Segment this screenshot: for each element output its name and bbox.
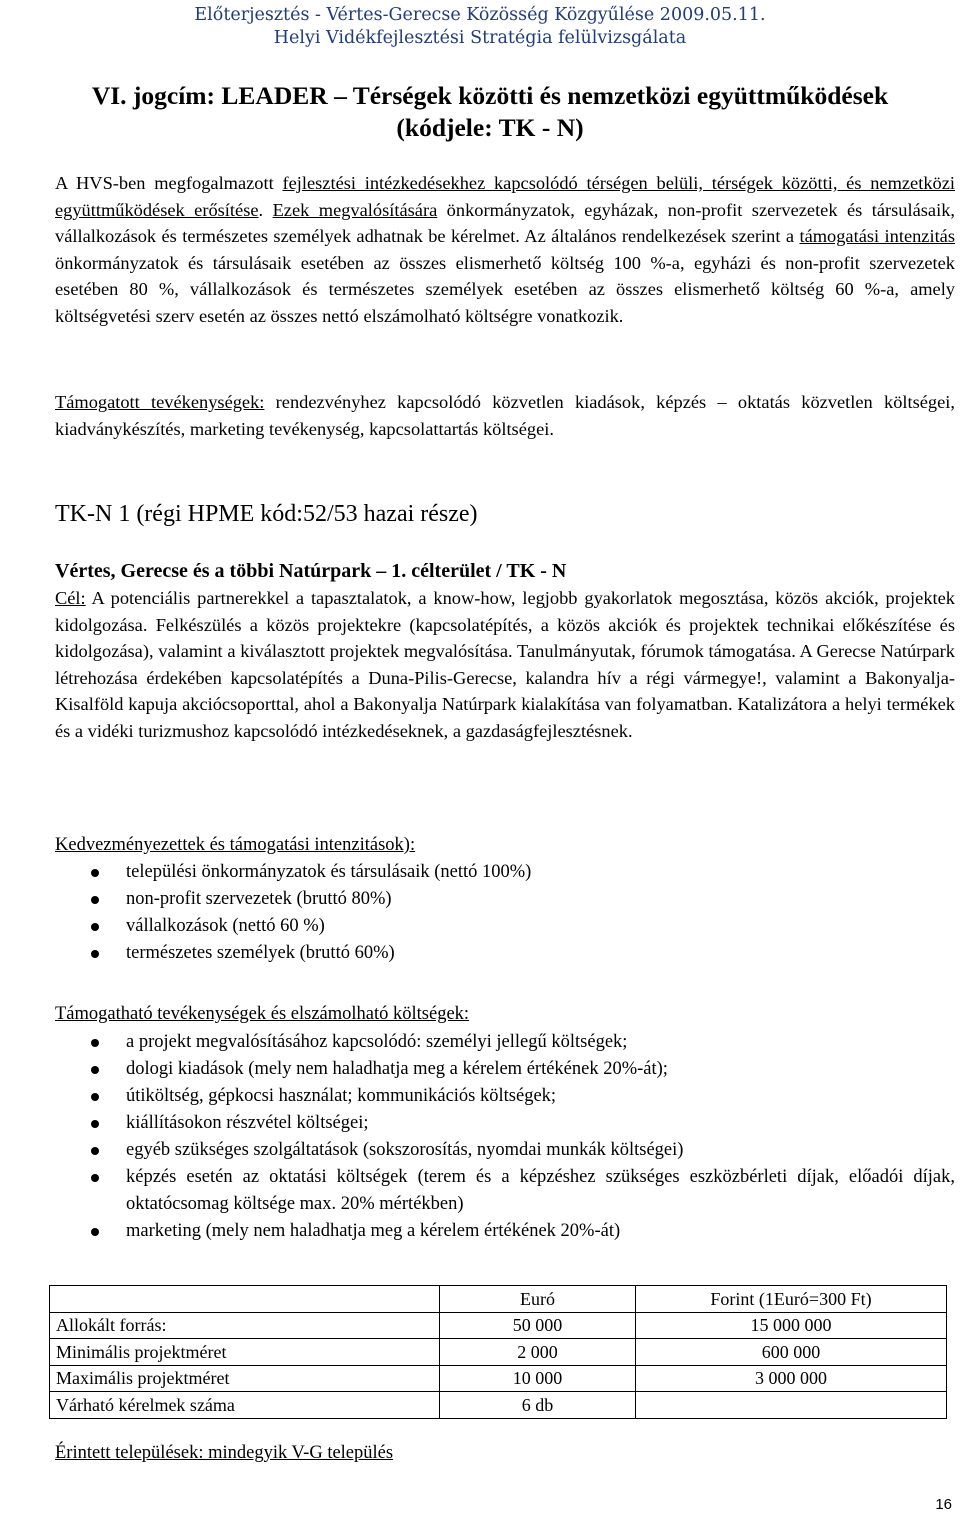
- table-header-cell: Euró: [440, 1286, 636, 1313]
- table-cell: Minimális projektméret: [50, 1339, 440, 1366]
- table-cell: 15 000 000: [636, 1312, 947, 1339]
- intro-underline-2: Ezek megvalósítására: [272, 199, 438, 220]
- document-title: [55, 80, 925, 144]
- list-item: non-profit szervezetek (bruttó 80%): [0, 886, 960, 913]
- bullet-icon: [91, 1066, 99, 1074]
- header-line-1: Előterjesztés - Vértes-Gerecse Közösség Közgyűlése 2009.05.11.: [194, 5, 766, 25]
- table-cell: 10 000: [440, 1365, 636, 1392]
- funding-table: [49, 1285, 947, 1419]
- table-header-row: [50, 1286, 947, 1313]
- table-row: [50, 1339, 947, 1366]
- table-header-cell: [50, 1286, 440, 1313]
- bullet-icon: [91, 1147, 99, 1155]
- page-header: [0, 4, 960, 50]
- table-cell: Maximális projektméret: [50, 1365, 440, 1392]
- supported-activities-label: Támogatott tevékenységek:: [55, 392, 265, 412]
- bullet-icon: [91, 1093, 99, 1101]
- goal-label: Cél:: [55, 588, 86, 608]
- supported-activities-paragraph: Támogatott tevékenységek: rendezvényhez kapcsolódó közvetlen kiadások, képzés – oktatás közvetlen költségei, kiadványkészítés, marketing tevékenység, kapcsolattartás költségei.: [55, 392, 955, 439]
- section-heading: TK-N 1 (régi HPME kód:52/53 hazai része): [55, 501, 478, 527]
- bullet-icon: [91, 1228, 99, 1236]
- table-cell: 2 000: [440, 1339, 636, 1366]
- section-sub-heading: Vértes, Gerecse és a többi Natúrpark – 1. célterület / TK - N: [55, 560, 567, 582]
- bullet-icon: [91, 923, 99, 931]
- activities-list: [0, 1029, 960, 1245]
- bullet-icon: [91, 950, 99, 958]
- table-cell: 6 db: [440, 1392, 636, 1419]
- intro-paragraph: A HVS-ben megfogalmazott fejlesztési intézkedésekhez kapcsolódó térségen belüli, térségek közötti, és nemzetközi együttműködések erősítése. Ezek megvalósítására önkormányzatok, egyházak, non-profit szervezetek és társulásaik, vállalkozások és természetes személyek adhatnak be kérelmet. Az általános rendelkezések szerint a támogatási intenzitás önkormányzatok és társulásaik esetében az összes elismerhető költség 100 %-a, egyházi és non-profit szervezetek esetében 80 %, vállalkozások és természetes személyek esetében az összes elismerhető költség 60 %-a, amely költségvetési szerv esetén az összes nettó elszámolható költségre vonatkozik.: [55, 173, 955, 326]
- affected-settlements-note: Érintett települések: mindegyik V-G település: [55, 1443, 394, 1463]
- list-item: dologi kiadások (mely nem haladhatja meg a kérelem értékének 20%-át);: [0, 1056, 960, 1083]
- bullet-icon: [91, 869, 99, 877]
- table-cell: [636, 1392, 947, 1419]
- list-item: egyéb szükséges szolgáltatások (sokszorosítás, nyomdai munkák költségei): [0, 1137, 960, 1164]
- table-cell: Allokált forrás:: [50, 1312, 440, 1339]
- header-line-2: Helyi Vidékfejlesztési Stratégia felülvizsgálata: [273, 28, 687, 48]
- list-item: települési önkormányzatok és társulásaik (nettó 100%): [0, 859, 960, 886]
- table-cell: 50 000: [440, 1312, 636, 1339]
- list-item: útiköltség, gépkocsi használat; kommunikációs költségek;: [0, 1083, 960, 1110]
- goal-paragraph: Cél: A potenciális partnerekkel a tapasztalatok, a know-how, legjobb gyakorlatok megosztása, közös akciók, projektek kidolgozása. Felkészülés a közös projektekre (kapcsolatépítés, a közös akciók és projektek technikai előkészítése és kidolgozása), valamint a kiválasztott projektek megvalósítása. Tanulmányutak, fórumok támogatása. A Gerecse Natúrpark létrehozása érdekében kapcsolatépítés a Duna-Pilis-Gerecse, kalandra hív a régi vármegye!, valamint a Bakonyalja-Kisalföld kapuja akciócsoporttal, ahol a Bakonyalja Natúrpark kialakítása van folyamatban. Katalizátora a helyi termékek és a vidéki turizmushoz kapcsolódó intézkedéseknek, a gazdaságfejlesztésnek.: [55, 588, 955, 741]
- title-line-1: VI. jogcím: LEADER – Térségek közötti és nemzetközi együttműködések: [91, 81, 889, 110]
- table-row: [50, 1392, 947, 1419]
- table-cell: 600 000: [636, 1339, 947, 1366]
- table-row: [50, 1312, 947, 1339]
- list-item: vállalkozások (nettó 60 %): [0, 913, 960, 940]
- list-item: marketing (mely nem haladhatja meg a kérelem értékének 20%-át): [0, 1218, 960, 1245]
- title-line-2: (kódjele: TK - N): [396, 113, 584, 142]
- bullet-icon: [91, 896, 99, 904]
- list-item: természetes személyek (bruttó 60%): [0, 940, 960, 967]
- beneficiaries-heading: Kedvezményezettek és támogatási intenzitások):: [55, 835, 416, 855]
- list-item: a projekt megvalósításához kapcsolódó: személyi jellegű költségek;: [0, 1029, 960, 1056]
- table-cell: Várható kérelmek száma: [50, 1392, 440, 1419]
- list-item: kiállításokon részvétel költségei;: [0, 1110, 960, 1137]
- page-number: 16: [935, 1496, 952, 1513]
- table-header-cell: Forint (1Euró=300 Ft): [636, 1286, 947, 1313]
- bullet-icon: [91, 1174, 99, 1182]
- bullet-icon: [91, 1039, 99, 1047]
- activities-heading: Támogatható tevékenységek és elszámolható költségek:: [55, 1004, 470, 1024]
- bullet-icon: [91, 1120, 99, 1128]
- intro-underline-1: fejlesztési intézkedésekhez kapcsolódó térségen belüli, térségek közötti, és nemzetközi együttműködések erősítése: [55, 173, 955, 220]
- table-cell: 3 000 000: [636, 1365, 947, 1392]
- table-row: [50, 1365, 947, 1392]
- intro-underline-3: támogatási intenzitás: [799, 226, 955, 246]
- list-item: képzés esetén az oktatási költségek (terem és a képzéshez szükséges eszközbérleti díjak, előadói díjak, oktatócsomag költsége max. 20% mértékben): [0, 1164, 960, 1218]
- beneficiaries-list: [0, 859, 960, 967]
